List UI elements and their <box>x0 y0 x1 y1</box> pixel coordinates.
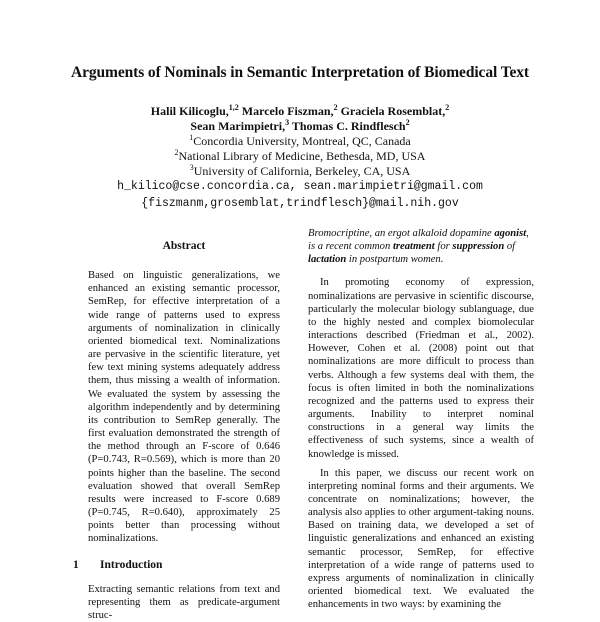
author-name: Sean Marimpietri, <box>190 119 286 133</box>
example-sentence <box>308 227 534 266</box>
email-line: h_kilico@cse.concordia.ca, sean.marimpietri@gmail.com <box>117 180 483 193</box>
author-sup: 1,2 <box>228 103 239 112</box>
affiliation-text: Concordia University, Montreal, QC, Canada <box>193 134 411 148</box>
email-line: {fiszmanm,grosemblat,trindflesch}@mail.nih.gov <box>141 197 459 210</box>
affiliation-text: University of California, Berkeley, CA, USA <box>193 164 411 178</box>
example-term: lactation <box>308 254 347 266</box>
author-name: Thomas C. Rindflesch <box>291 119 406 133</box>
example-text: in postpartum women. <box>346 254 444 266</box>
author-block <box>0 104 600 179</box>
affiliation-sup: 3 <box>189 163 194 172</box>
body-paragraph: In promoting economy of expression, nominalizations are pervasive in scientific discourse, particularly the molecular biology sublanguage, due to the highly nested and complex biomolecular interactions described (Friedman et al., 2002). However, Cohen et al. (2008) point out that nominalizations are more difficult to process than verbs. Although a few systems deal with them, the focus is often limited in both the nominalizations recognized and the patterns used to express their arguments. Inability to interpret nominal constructions in a general way limits the effectiveness of such systems, since a wealth of knowledge is missed. <box>308 277 534 460</box>
section-number: 1 <box>73 559 79 572</box>
author-sup: 3 <box>285 118 290 127</box>
example-term: suppression <box>452 241 505 253</box>
example-term: agonist <box>494 228 527 239</box>
example-text: for <box>434 241 453 253</box>
section-title: Introduction <box>100 559 163 572</box>
affiliation <box>0 134 600 149</box>
section-heading-introduction <box>73 559 280 572</box>
affiliation <box>0 149 600 164</box>
right-column <box>308 227 534 611</box>
author-name: Marcelo Fiszman, <box>241 104 334 118</box>
affiliation-sup: 2 <box>174 148 179 157</box>
body-paragraph: In this paper, we discuss our recent work on interpreting nominal forms and their arguments. We concentrate on nominalizations; however, the analysis also applies to other argument-taking nouns. Based on training data, we developed a set of linguistic generalizations and enhanced an existing semantic processor, SemRep, for effective interpretation of a wide range of patterns used to express arguments of nominalization in clinically oriented biomedical text. We evaluated the enhancements in two ways: by examining the <box>308 467 534 611</box>
example-text: of <box>504 241 516 253</box>
abstract-heading: Abstract <box>162 240 206 252</box>
author-name: Halil Kilicoglu, <box>150 104 229 118</box>
left-column <box>73 240 280 622</box>
author-sup: 2 <box>445 103 450 112</box>
example-text: , is a recent common <box>308 228 529 253</box>
author-sup: 2 <box>405 118 410 127</box>
abstract-text: Based on linguistic generalizations, we enhanced an existing semantic processor, SemRep, for effective interpretation of a wide range of patterns used to express arguments of nominalization in clinically oriented biomedical text. Nominalizations are pervasive in the scientific literature, yet few text mining systems adequately address them, thus missing a wealth of information. We evaluated the system by assessing the algorithm independently and by determining its contribution to SemRep generally. The first evaluation demonstrated the strength of the method through an F-score of 0.646 (P=0.743, R=0.569), which is more than 20 points higher than the baseline. The second evaluation showed that overall SemRep results were increased to F-score 0.689 (P=0.745, R=0.640), approximately 25 points better than processing without nominalizations. <box>88 270 280 545</box>
example-term: treatment <box>392 241 435 253</box>
affiliation-text: National Library of Medicine, Bethesda, MD, USA <box>178 149 426 163</box>
intro-text: Extracting semantic relations from text and representing them as predicate-argument struc- <box>88 583 280 621</box>
email-block <box>0 178 600 212</box>
affiliation <box>0 164 600 179</box>
example-text: Bromocriptine, an ergot alkaloid dopamine <box>308 228 495 239</box>
affiliation-sup: 1 <box>189 133 194 142</box>
author-name: Graciela Rosemblat, <box>340 104 446 118</box>
author-sup: 2 <box>333 103 338 112</box>
paper-title: Arguments of Nominals in Semantic Interpretation of Biomedical Text <box>71 64 529 81</box>
